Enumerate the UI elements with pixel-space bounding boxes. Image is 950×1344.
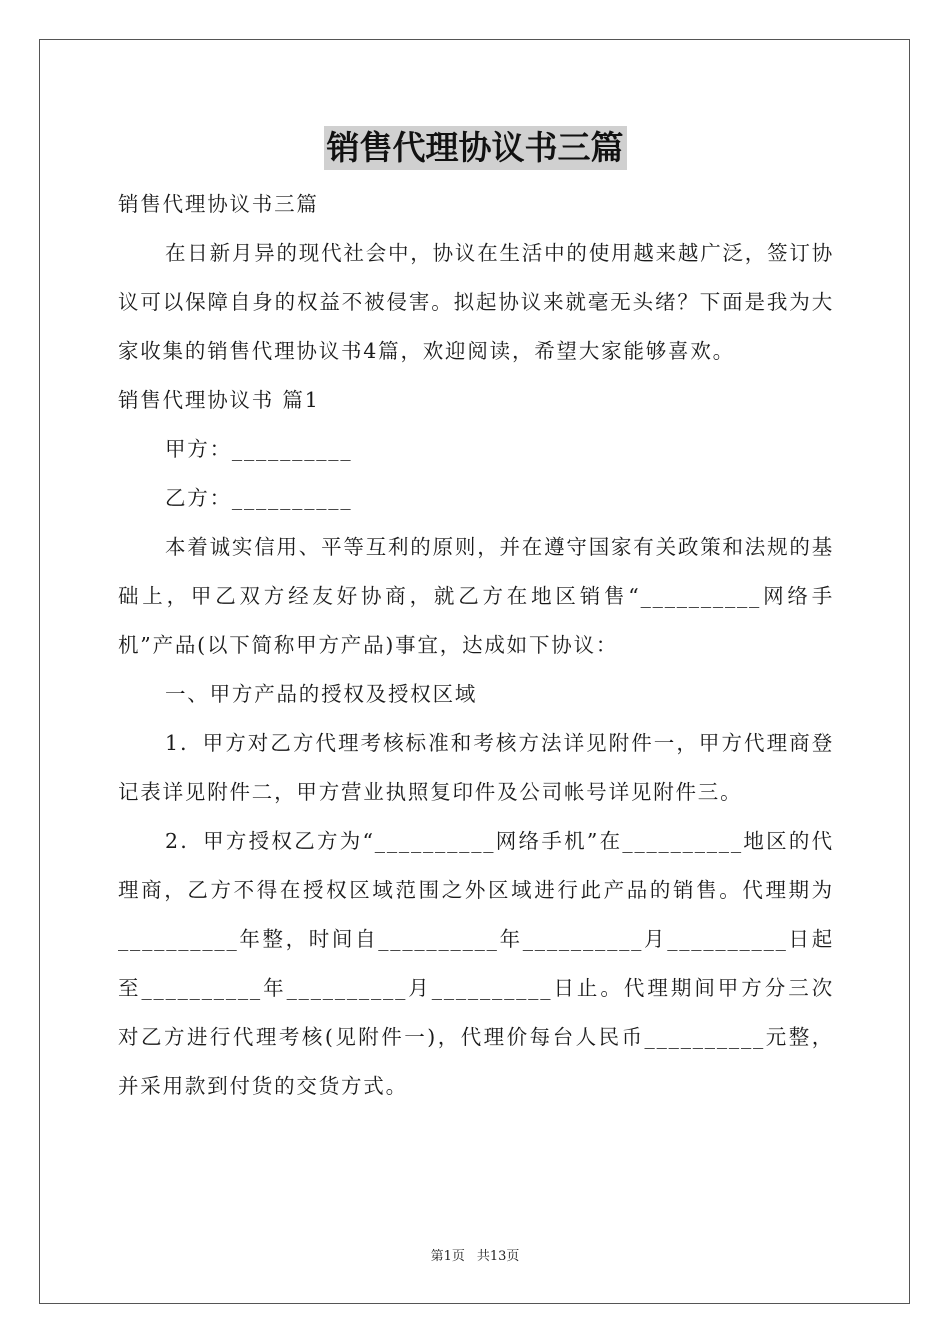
page-footer — [0, 1245, 950, 1264]
clause-heading: 一、甲方产品的授权及授权区域 — [165, 682, 478, 706]
intro-paragraph: 在日新月异的现代社会中，协议在生活中的使用越来越广泛，签订协议可以保障自身的权益不被侵害。拟起协议来就毫无头绪？下面是我为大家收集的销售代理协议书4篇，欢迎阅读，希望大家能够喜欢。 — [118, 241, 834, 363]
party-b-line: 乙方：__________ — [165, 486, 353, 510]
clause-2-paragraph: 2．甲方授权乙方为“__________网络手机”在__________地区的代理商，乙方不得在授权区域范围之外区域进行此产品的销售。代理期为__________年整，时间自__________年__________月__________日起至__________年__________月__________日止。代理期间甲方分三次对乙方进行代理考核(见附件一)，代理价每台人民币__________元整，并采用款到付货的交货方式。 — [118, 829, 834, 1098]
page-number-total: 共13页 — [476, 1249, 520, 1264]
party-a-line: 甲方：__________ — [165, 437, 353, 461]
preamble-paragraph: 本着诚实信用、平等互利的原则，并在遵守国家有关政策和法规的基础上，甲乙双方经友好协商，就乙方在地区销售“__________网络手机”产品(以下简称甲方产品)事宜，达成如下协议： — [118, 535, 834, 657]
clause-1-paragraph: 1．甲方对乙方代理考核标准和考核方法详见附件一，甲方代理商登记表详见附件二，甲方营业执照复印件及公司帐号详见附件三。 — [118, 731, 834, 804]
page-number-current: 第1页 — [430, 1249, 465, 1264]
subtitle-line: 销售代理协议书三篇 — [118, 192, 319, 216]
section-heading: 销售代理协议书 篇1 — [118, 388, 320, 412]
document-title: 销售代理协议书三篇 — [324, 126, 627, 170]
document-body — [118, 180, 834, 1111]
title-container — [0, 126, 950, 170]
